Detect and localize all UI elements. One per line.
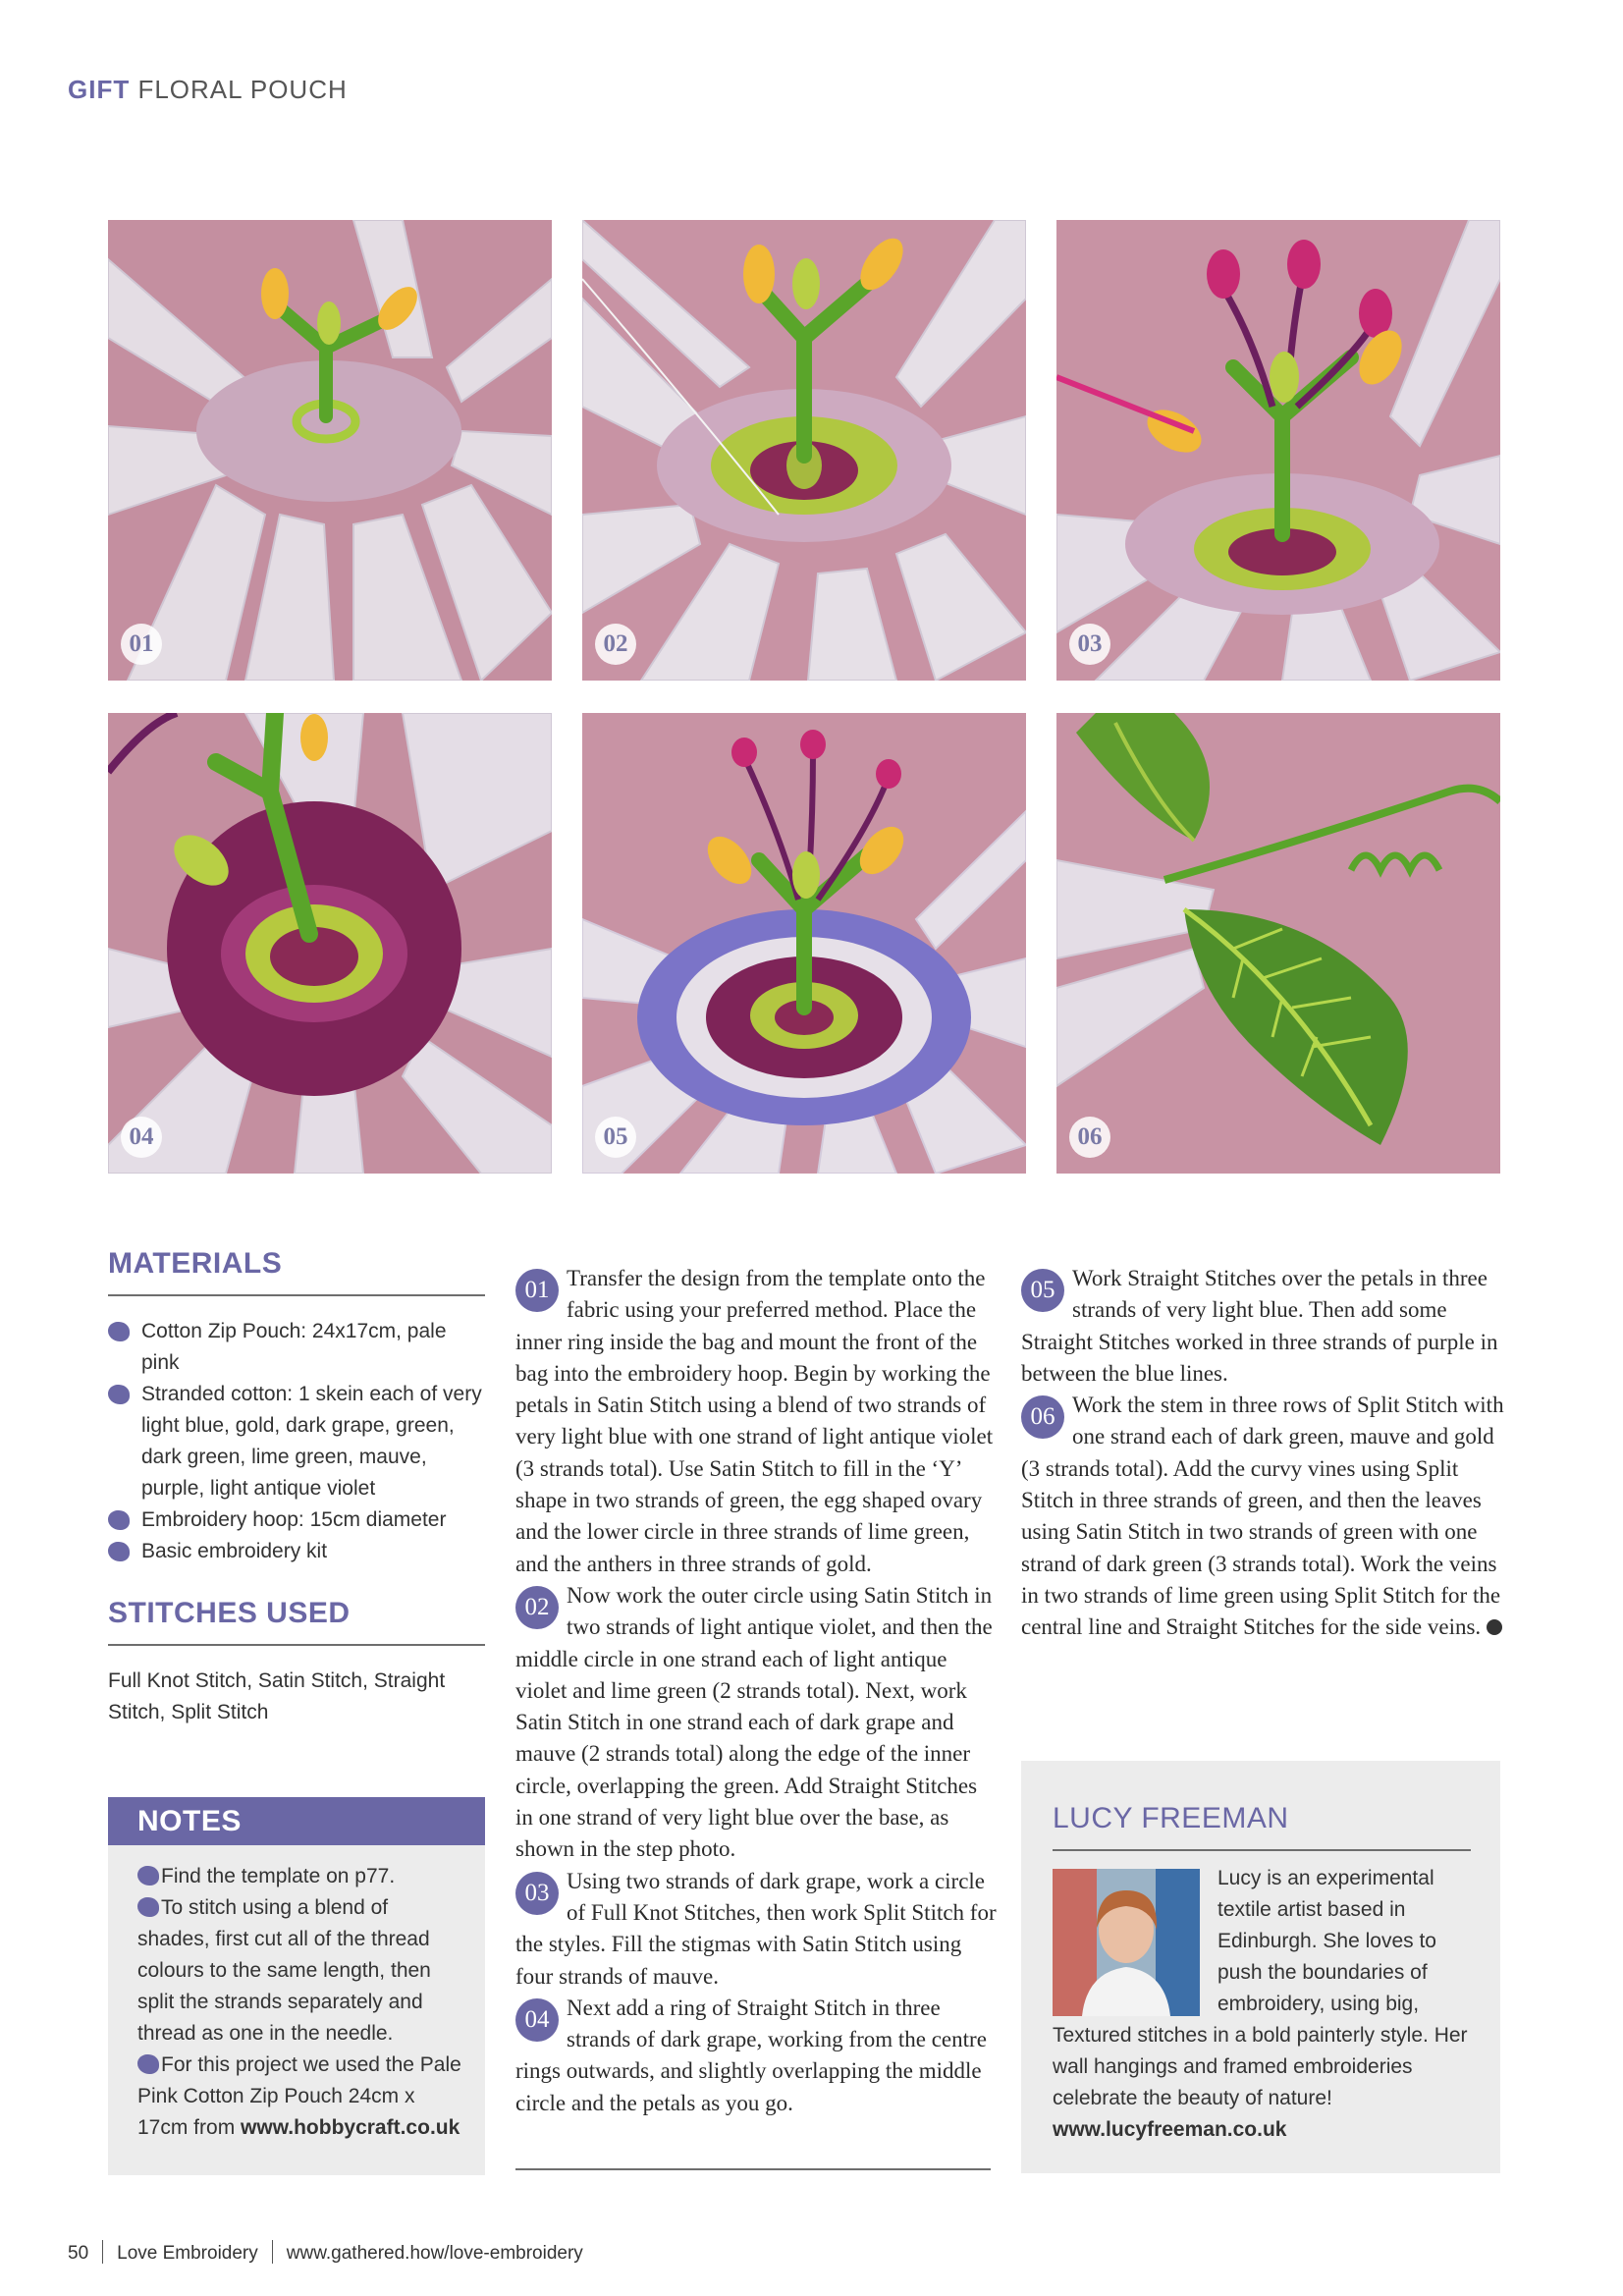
step-badge: 01 <box>121 624 162 665</box>
page-footer <box>68 2240 583 2265</box>
step-photo-01 <box>108 220 552 681</box>
step-photo-03 <box>1056 220 1500 681</box>
divider <box>108 1644 485 1646</box>
divider <box>272 2240 273 2264</box>
step-badge: 04 <box>121 1117 162 1158</box>
step-03: 03 Using two strands of dark grape, work a circle of Full Knot Stitches, then work Split Stitch for the styles. Fill the stigmas with Satin Stitch using four strands of mauve. <box>515 1868 997 1989</box>
step-photo-05 <box>582 713 1026 1174</box>
step-number: 01 <box>515 1269 559 1312</box>
step-photo-02 <box>582 220 1026 681</box>
note-item: For this project we used the Pale Pink Cotton Zip Pouch 24cm x 17cm from www.hobbycraft.co.uk <box>137 2053 461 2139</box>
stitches-heading: STITCHES USED <box>108 1597 351 1629</box>
hobbycraft-link[interactable]: www.hobbycraft.co.uk <box>241 2116 460 2139</box>
author-photo <box>1053 1869 1200 2016</box>
bullet-icon <box>137 2054 159 2074</box>
step-badge: 03 <box>1069 624 1110 665</box>
bullet-icon <box>137 1866 159 1886</box>
bullet-icon <box>137 1897 159 1917</box>
instructions-column-1 <box>515 1263 999 2119</box>
page-number: 50 <box>68 2243 89 2264</box>
step-photo-04 <box>108 713 552 1174</box>
step-number: 06 <box>1021 1395 1064 1439</box>
step-number: 05 <box>1021 1269 1064 1312</box>
materials-heading: MATERIALS <box>108 1247 283 1280</box>
end-mark-icon <box>1487 1619 1502 1635</box>
step-badge: 02 <box>595 624 636 665</box>
author-name: LUCY FREEMAN <box>1053 1802 1289 1834</box>
list-item: Embroidery hoop: 15cm diameter <box>108 1504 485 1536</box>
step-number: 04 <box>515 1998 559 2042</box>
notes-heading: NOTES <box>108 1797 485 1845</box>
author-bio: Lucy is an experimental textile artist based in Edinburgh. She loves to push the boundaries of embroidery, using big, Textured stitches in a bold painterly style. Her wall hangings and framed embroideries celebrate the beauty of nature! www.lucyfreeman.co.uk <box>1053 1867 1468 2141</box>
step-photo-grid <box>108 220 1500 1174</box>
magazine-name: Love Embroidery <box>117 2243 258 2264</box>
materials-list <box>108 1316 485 1567</box>
step-number: 02 <box>515 1586 559 1629</box>
instructions-column-2 <box>1021 1263 1504 1644</box>
divider <box>108 1294 485 1296</box>
list-item: Cotton Zip Pouch: 24x17cm, pale pink <box>108 1316 485 1379</box>
step-badge: 05 <box>595 1117 636 1158</box>
step-photo-06 <box>1056 713 1500 1174</box>
list-item: Basic embroidery kit <box>108 1536 485 1567</box>
materials-column <box>108 1247 485 1728</box>
bullet-icon <box>108 1385 130 1404</box>
step-01: 01 Transfer the design from the template onto the fabric using your preferred method. Place the inner ring inside the bag and mount the front of the bag into the embroidery hoop. Begin by working the petals in Satin Stitch using a blend of two strands of very light blue with one strand of light antique violet (3 strands total). Use Satin Stitch to fill in the ‘Y’ shape in two strands of green, the egg shaped ovary and the lower circle in three strands of lime green, and the anthers in three strands of gold. <box>515 1266 994 1576</box>
note-item: To stitch using a blend of shades, first cut all of the thread colours to the same length, then split the strands separately and thread as one in the needle. <box>137 1896 431 2045</box>
page-title: FLORAL POUCH <box>137 75 348 104</box>
step-06: 06 Work the stem in three rows of Split Stitch with one strand each of dark green, mauve and gold (3 strands total). Add the curvy vines using Split Stitch in three strands of green, and then the leaves using Satin Stitch in two strands of green with one strand of dark green (3 strands total). Work the veins in two strands of lime green using Split Stitch for the central line and Straight Stitches for the side veins. <box>1021 1393 1504 1640</box>
footer-url[interactable]: www.gathered.how/love-embroidery <box>286 2243 583 2264</box>
section-label: GIFT <box>68 75 131 104</box>
author-bio-box <box>1021 1761 1500 2173</box>
stitches-text: Full Knot Stitch, Satin Stitch, Straight Stitch, Split Stitch <box>108 1669 446 1723</box>
notes-body <box>108 1845 485 2144</box>
divider <box>102 2240 103 2264</box>
bullet-icon <box>108 1322 130 1341</box>
bullet-icon <box>108 1542 130 1561</box>
step-02: 02 Now work the outer circle using Satin Stitch in two strands of light antique violet, and then the middle circle in one strand each of light antique violet and lime green (2 strands total). Next, work Satin Stitch in one strand each of dark grape and mauve (2 strands total) along the edge of the inner circle, overlapping the green. Add Straight Stitches in one strand of very light blue over the base, as shown in the step photo. <box>515 1582 993 1862</box>
step-badge: 06 <box>1069 1117 1110 1158</box>
lucyfreeman-link[interactable]: www.lucyfreeman.co.uk <box>1053 2118 1287 2141</box>
notes-box <box>108 1797 485 2175</box>
step-number: 03 <box>515 1872 559 1915</box>
step-05: 05 Work Straight Stitches over the petals in three strands of very light blue. Then add some Straight Stitches worked in three strands of purple in between the blue lines. <box>1021 1266 1498 1386</box>
note-item: Find the template on p77. <box>137 1861 465 1892</box>
divider <box>1053 1849 1471 1851</box>
list-item: Stranded cotton: 1 skein each of very light blue, gold, dark grape, green, dark green, lime green, mauve, purple, light antique violet <box>108 1379 485 1504</box>
section-header <box>68 75 348 105</box>
divider <box>515 2168 991 2170</box>
step-04: 04 Next add a ring of Straight Stitch in three strands of dark grape, working from the centre rings outwards, and slightly overlapping the middle circle and the petals as you go. <box>515 1995 987 2115</box>
bullet-icon <box>108 1510 130 1530</box>
